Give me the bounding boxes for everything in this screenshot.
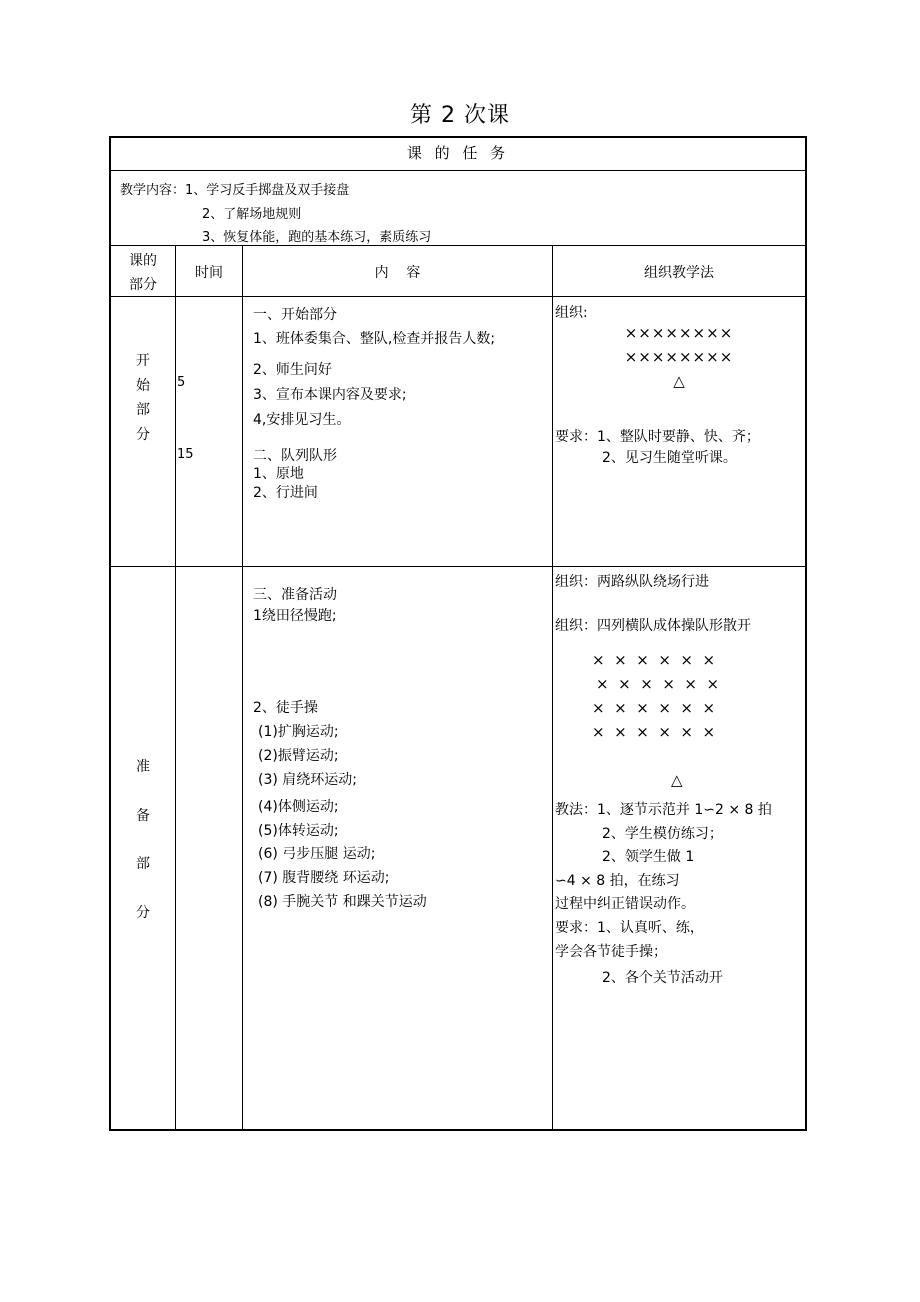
col-header-method: 组织教学法 xyxy=(644,265,714,281)
section1-content-line: 二、队列队形 xyxy=(253,448,337,464)
teaching-content-item2: 2、了解场地规则 xyxy=(202,207,302,222)
section2-method-line: 教法：1、逐节示范并 1∽2 ⨯ 8 拍 xyxy=(555,802,772,818)
section2-formation-row: × × × × × × xyxy=(592,723,716,741)
section2-method-line: ∽4 ⨯ 8 拍，在练习 xyxy=(555,873,680,889)
table-border-top xyxy=(109,136,807,138)
section2-method-line: 2、各个关节活动开 xyxy=(602,970,723,986)
section1-content-line: 3、宣布本课内容及要求; xyxy=(253,387,407,403)
section2-content-line: (6) 弓步压腿 运动; xyxy=(258,846,376,862)
teaching-content-label: 教学内容：1、学习反手掷盘及双手接盘 xyxy=(120,183,350,198)
section2-content-line: 三、准备活动 xyxy=(253,587,337,603)
section2-content-line: (8) 手腕关节 和踝关节运动 xyxy=(258,894,427,910)
section2-formation-row: × × × × × × xyxy=(596,675,720,693)
col-divider-2 xyxy=(242,245,243,1130)
section2-formation-row: × × × × × × xyxy=(592,699,716,717)
section2-method-line: 要求：1、认真听、练， xyxy=(555,920,704,936)
section1-content-line: 1、原地 xyxy=(253,466,304,482)
section2-method-line: 学会各节徒手操； xyxy=(555,944,667,960)
section1-content-line: 2、师生问好 xyxy=(253,362,332,378)
section2-part-char: 分 xyxy=(136,905,150,921)
section2-part-char: 部 xyxy=(136,856,150,872)
divider-content xyxy=(109,245,807,246)
section1-part-char: 开 xyxy=(136,353,150,369)
section1-teacher-triangle: △ xyxy=(673,372,685,390)
task-header: 课 的 任 务 xyxy=(406,144,510,162)
section1-content-line: 2、行进间 xyxy=(253,485,318,501)
col-header-part-line2: 部分 xyxy=(129,277,157,293)
section2-content-line: 1绕田径慢跑; xyxy=(253,608,337,624)
section1-time: 15 xyxy=(177,447,194,462)
section2-method-line: 2、学生模仿练习； xyxy=(602,826,723,842)
section2-content-line: (7) 腹背腰绕 环运动; xyxy=(258,870,390,886)
section2-part-char: 准 xyxy=(136,759,150,775)
col-header-content: 内 容 xyxy=(374,265,421,281)
table-border-right xyxy=(805,136,807,1131)
section2-content-line: (5)体转运动; xyxy=(258,823,339,839)
section1-part-char: 始 xyxy=(136,378,150,394)
section2-method-line: 过程中纠正错误动作。 xyxy=(555,896,695,912)
section2-content-line: (1)扩胸运动; xyxy=(258,724,339,740)
section2-content-line: (2)振臂运动; xyxy=(258,748,339,764)
col-header-time: 时间 xyxy=(195,265,223,281)
section2-part-char: 备 xyxy=(136,808,150,824)
divider-section xyxy=(109,566,807,567)
section1-formation-row: ×××××××× xyxy=(624,324,734,342)
section2-content-line: (4)体侧运动; xyxy=(258,799,339,815)
section1-part-char: 部 xyxy=(136,402,150,418)
divider-header xyxy=(109,296,807,297)
section2-teacher-triangle: △ xyxy=(671,771,683,789)
section1-formation-row: ×××××××× xyxy=(624,348,734,366)
section1-requirement-2: 2、见习生随堂听课。 xyxy=(602,450,737,466)
col-header-part-line1: 课的 xyxy=(129,253,157,269)
teaching-content-item3: 3、恢复体能，跑的基本练习，素质练习 xyxy=(202,230,432,245)
section1-org-label: 组织: xyxy=(555,305,588,321)
section2-method-line: 2、领学生做 1 xyxy=(602,849,695,865)
section2-org-2: 组织：四列横队成体操队形散开 xyxy=(555,618,751,634)
section1-content-line: 一、开始部分 xyxy=(253,307,337,323)
section1-content-line: 1、班体委集合、整队,检查并报告人数; xyxy=(253,331,496,347)
section1-content-line: 4,安排见习生。 xyxy=(253,412,351,428)
table-border-bottom xyxy=(109,1129,807,1131)
section2-org-1: 组织：两路纵队绕场行进 xyxy=(555,574,709,590)
col-divider-1 xyxy=(175,245,176,1130)
section1-requirement-1: 要求：1、整队时要静、快、齐； xyxy=(555,429,760,445)
section2-formation-row: × × × × × × xyxy=(592,651,716,669)
section1-part-char: 分 xyxy=(136,427,150,443)
section2-content-line: 2、徒手操 xyxy=(253,700,318,716)
section1-time: 5 xyxy=(177,375,186,390)
section2-content-line: (3) 肩绕环运动; xyxy=(258,772,357,788)
divider-task xyxy=(109,170,807,171)
page-title: 第 2 次课 xyxy=(410,103,510,128)
